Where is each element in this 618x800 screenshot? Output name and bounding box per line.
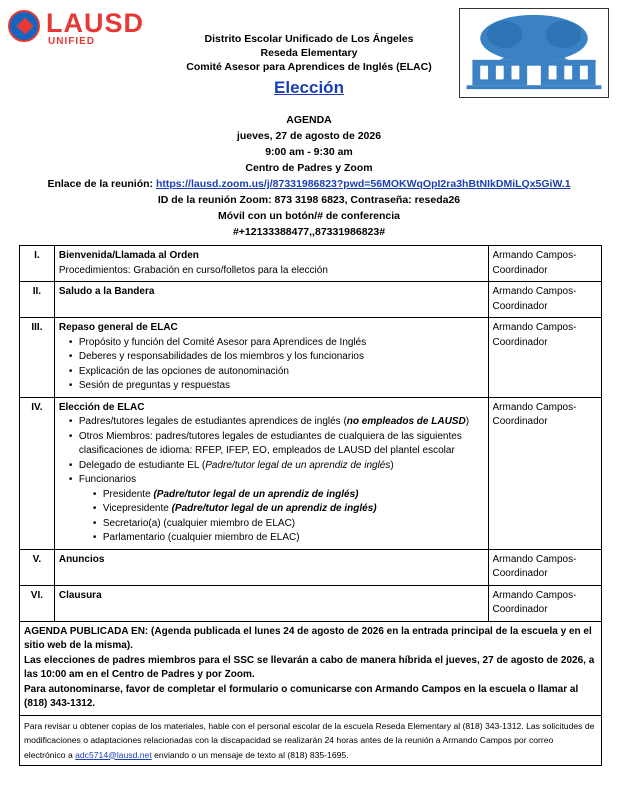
zoom-id: ID de la reunión Zoom: 873 3198 6823, Contraseña: reseda26: [157, 194, 461, 206]
table-row: [20, 282, 602, 318]
table-row: [20, 246, 602, 282]
officer-item: [103, 488, 484, 503]
item-presenter: Armando Campos-Coordinador: [488, 397, 602, 549]
bullet-text-end: ): [465, 416, 470, 427]
item-content: [54, 585, 488, 621]
item-content: [54, 397, 488, 549]
mobile-label: Móvil con un botón/# de conferencia: [217, 210, 401, 222]
item-title: Clausura: [58, 589, 102, 601]
district-name: Distrito Escolar Unificado de Los Ángeles: [204, 33, 414, 45]
officer-role: Secretario(a) (cualquier miembro de ELAC): [102, 517, 296, 529]
committee-name: Comité Asesor para Aprendices de Inglés (ELAC): [186, 61, 432, 73]
zoom-link[interactable]: https://lausd.zoom.us/j/87331986823?pwd=56MOKWqOpI2ra3hBtNIkDMiLQx5GiW.1: [155, 178, 571, 190]
list-item: • Sesión de preguntas y respuestas: [79, 379, 484, 394]
officer-item: [103, 517, 484, 532]
bullet-text: Delegado de estudiante EL (: [78, 459, 206, 471]
footer-text: Para revisar u obtener copias de los materiales, hable con el personal escolar de la escuela Reseda Elementary al (818) 343-1312. Las solicitudes de modificaciones o adaptaciones relacionadas con la discapacidad se realizarán 24 horas antes de la reunión a Armando Campos por correo electrónico a: [24, 720, 595, 760]
list-item: • Funcionarios: [79, 473, 484, 488]
item-title: Elección de ELAC: [58, 401, 145, 413]
item-number: V.: [20, 549, 55, 585]
publication-row: [20, 621, 602, 715]
self-nomination-notice: Para autonominarse, favor de completar el formulario o comunicarse con Armando Campos en la escuela o llamar al (818) 343-1312.: [24, 683, 579, 709]
footer-notice: [20, 715, 602, 766]
item-presenter: Armando Campos-Coordinador: [488, 549, 602, 585]
item-number: III.: [20, 318, 55, 398]
item-presenter: Armando Campos-Coordinador: [488, 246, 602, 282]
bullet-emphasis: no empleados de LAUSD: [346, 416, 466, 427]
officer-role: Presidente: [102, 488, 154, 500]
item-number: I.: [20, 246, 55, 282]
table-row: [20, 397, 602, 549]
agenda-table: [19, 245, 602, 766]
table-row: [20, 318, 602, 398]
publication-notice: [20, 621, 602, 715]
list-item: [79, 415, 484, 430]
footer-row: [20, 715, 602, 766]
item-title: Saludo a la Bandera: [58, 286, 155, 297]
bullet-emphasis: Padre/tutor legal de un aprendiz de inglés: [205, 459, 391, 471]
bullet-text: Padres/tutores legales de estudiantes aprendices de inglés (: [78, 416, 347, 427]
item-title: Anuncios: [58, 553, 105, 565]
bullet-text-end: ): [390, 459, 394, 471]
item-presenter: Armando Campos-Coordinador: [488, 318, 602, 398]
school-name: Reseda Elementary: [260, 47, 358, 59]
ssc-election-notice: Las elecciones de padres miembros para el SSC se llevarán a cabo de manera híbrida el jueves, 27 de agosto de 2026, a las 10:00 am en el Centro de Padres y por Zoom.: [24, 654, 595, 680]
officer-item: [103, 531, 484, 546]
item-content: [54, 282, 488, 318]
agenda-heading: AGENDA: [286, 114, 332, 126]
item-presenter: Armando Campos-Coordinador: [488, 282, 602, 318]
item-note: Procedimientos: Grabación en curso/folletos para la elección: [58, 264, 328, 276]
list-item: • Deberes y responsabilidades de los miembros y los funcionarios: [79, 350, 484, 365]
item-content: [54, 246, 488, 282]
officer-item: [103, 502, 484, 517]
meeting-place: Centro de Padres y Zoom: [245, 162, 373, 174]
logo-wordmark: LAUSD: [46, 8, 144, 38]
item-title: Bienvenida/Llamada al Orden: [58, 250, 199, 261]
list-item: • Explicación de las opciones de autonominación: [79, 365, 484, 380]
officer-role: Parlamentario (cualquier miembro de ELAC): [102, 532, 300, 543]
item-content: [54, 549, 488, 585]
officer-role: Vicepresidente: [102, 503, 172, 514]
meeting-time: 9:00 am - 9:30 am: [265, 146, 353, 158]
table-row: [20, 549, 602, 585]
mobile-number: #+12133388477,,87331986823#: [232, 226, 386, 238]
item-title: Repaso general de ELAC: [58, 322, 178, 333]
officer-requirement: (Padre/tutor legal de un aprendiz de inglés): [153, 488, 359, 500]
meeting-date: jueves, 27 de agosto de 2026: [236, 130, 382, 142]
list-item: [79, 459, 484, 474]
item-number: II.: [20, 282, 55, 318]
publication-date: AGENDA PUBLICADA EN: (Agenda publicada el lunes 24 de agosto de 2026 en la entrada principal de la escuela y en el sitio web de la misma).: [24, 625, 592, 651]
list-item: • Otros Miembros: padres/tutores legales de estudiantes de cualquiera de las siguientes clasificaciones de idioma: RFEP, IFEP, EO, empleados de LAUSD del plantel escolar: [79, 430, 484, 459]
item-content: [54, 318, 488, 398]
page-title: Elección: [274, 78, 344, 97]
item-number: IV.: [20, 397, 55, 549]
footer-text-end: enviando o un mensaje de texto al (818) 835-1695.: [151, 749, 349, 760]
meeting-link-line: [0, 177, 618, 193]
item-number: VI.: [20, 585, 55, 621]
list-item: • Propósito y función del Comité Asesor para Aprendices de Inglés: [79, 336, 484, 351]
officer-requirement: (Padre/tutor legal de un aprendiz de inglés): [171, 503, 377, 514]
logo-subtitle: UNIFIED: [48, 36, 95, 47]
meeting-link-label: Enlace de la reunión:: [47, 178, 154, 190]
table-row: [20, 585, 602, 621]
item-presenter: Armando Campos-Coordinador: [488, 585, 602, 621]
contact-email-link[interactable]: adc5714@lausd.net: [75, 749, 152, 760]
